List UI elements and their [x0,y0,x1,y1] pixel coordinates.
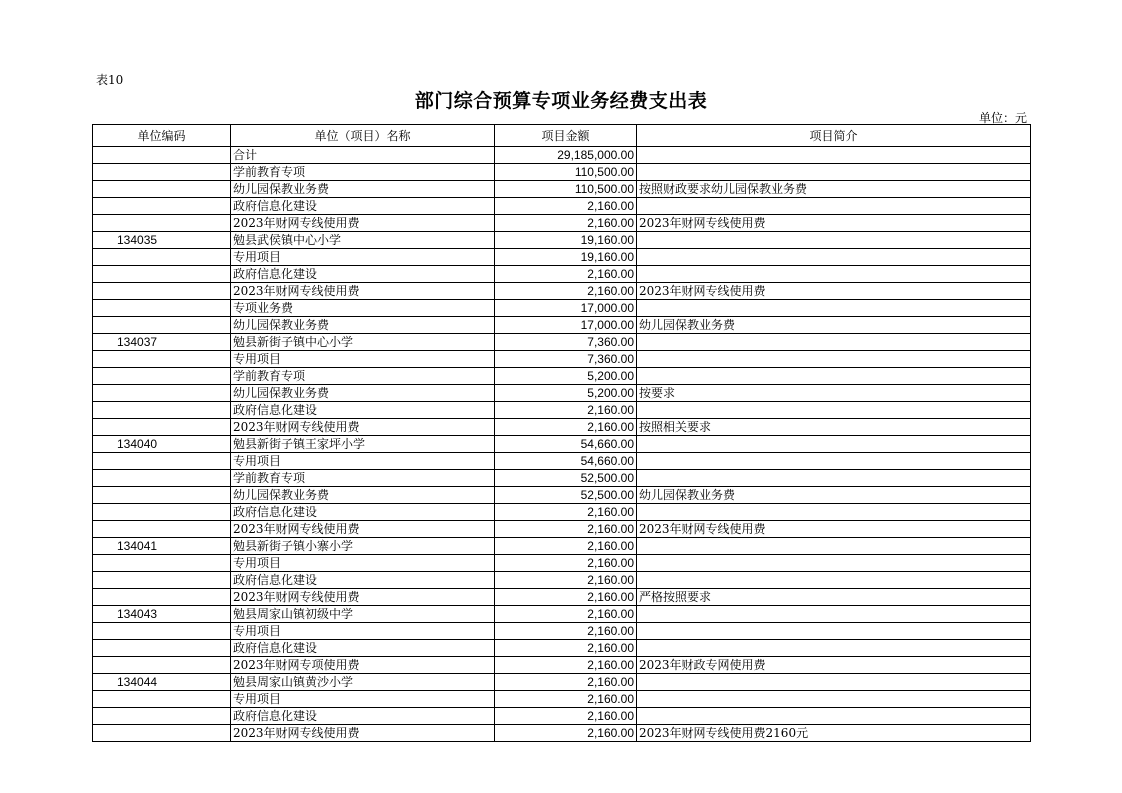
table-row [93,436,1031,453]
cell-name: 幼儿园保教业务费 [231,317,495,334]
cell-amount: 52,500.00 [495,470,637,487]
unit-label: 单位：元 [978,111,1027,125]
table-row [93,215,1031,232]
cell-code [93,181,231,198]
cell-desc: 按照相关要求 [637,419,1031,436]
cell-name: 专用项目 [231,453,495,470]
cell-desc: 按照财政要求幼儿园保教业务费 [637,181,1031,198]
cell-amount: 2,160.00 [495,708,637,725]
cell-code [93,640,231,657]
cell-amount: 7,360.00 [495,334,637,351]
cell-code: 134044 [93,674,231,691]
cell-code [93,198,231,215]
table-row [93,232,1031,249]
cell-code [93,487,231,504]
cell-name: 幼儿园保教业务费 [231,487,495,504]
table-row [93,504,1031,521]
cell-code [93,708,231,725]
cell-code [93,215,231,232]
cell-name: 专用项目 [231,623,495,640]
table-row [93,419,1031,436]
cell-code: 134040 [93,436,231,453]
column-header-code: 单位编码 [93,125,231,147]
cell-desc [637,470,1031,487]
table-row [93,674,1031,691]
table-row [93,385,1031,402]
cell-desc: 2023年财网专线使用费 [637,521,1031,538]
table-row [93,708,1031,725]
cell-desc [637,555,1031,572]
cell-name: 政府信息化建设 [231,640,495,657]
cell-name: 勉县周家山镇黄沙小学 [231,674,495,691]
table-row [93,351,1031,368]
cell-name: 专用项目 [231,249,495,266]
cell-desc [637,249,1031,266]
cell-name: 政府信息化建设 [231,198,495,215]
cell-code [93,368,231,385]
cell-code [93,657,231,674]
cell-code [93,164,231,181]
cell-name: 学前教育专项 [231,368,495,385]
table-row [93,402,1031,419]
table-row [93,198,1031,215]
cell-desc [637,538,1031,555]
cell-desc [637,232,1031,249]
cell-amount: 5,200.00 [495,368,637,385]
cell-desc [637,300,1031,317]
cell-name: 政府信息化建设 [231,266,495,283]
cell-amount: 54,660.00 [495,436,637,453]
table-row [93,555,1031,572]
cell-name: 政府信息化建设 [231,402,495,419]
cell-code [93,147,231,164]
cell-amount: 7,360.00 [495,351,637,368]
column-header-desc: 项目简介 [637,125,1031,147]
table-body [93,147,1031,742]
cell-amount: 2,160.00 [495,572,637,589]
cell-code [93,521,231,538]
cell-desc [637,147,1031,164]
table-row [93,283,1031,300]
cell-amount: 52,500.00 [495,487,637,504]
cell-desc [637,640,1031,657]
cell-code: 134043 [93,606,231,623]
table-row [93,725,1031,742]
cell-name: 2023年财网专项使用费 [231,657,495,674]
cell-name: 合计 [231,147,495,164]
cell-desc [637,198,1031,215]
cell-name: 勉县新街子镇中心小学 [231,334,495,351]
cell-desc [637,351,1031,368]
cell-desc [637,691,1031,708]
cell-amount: 2,160.00 [495,283,637,300]
cell-amount: 19,160.00 [495,249,637,266]
cell-name: 幼儿园保教业务费 [231,181,495,198]
cell-desc [637,623,1031,640]
cell-amount: 2,160.00 [495,538,637,555]
cell-name: 勉县周家山镇初级中学 [231,606,495,623]
cell-desc [637,164,1031,181]
cell-amount: 2,160.00 [495,504,637,521]
cell-name: 幼儿园保教业务费 [231,385,495,402]
cell-desc [637,436,1031,453]
cell-name: 政府信息化建设 [231,504,495,521]
cell-desc [637,572,1031,589]
cell-amount: 2,160.00 [495,606,637,623]
table-row [93,521,1031,538]
cell-desc: 幼儿园保教业务费 [637,317,1031,334]
cell-amount: 2,160.00 [495,657,637,674]
cell-amount: 19,160.00 [495,232,637,249]
cell-name: 2023年财网专线使用费 [231,283,495,300]
column-header-name: 单位（项目）名称 [231,125,495,147]
cell-amount: 17,000.00 [495,317,637,334]
cell-code [93,249,231,266]
table-number: 表10 [96,73,124,87]
cell-desc [637,606,1031,623]
cell-name: 2023年财网专线使用费 [231,725,495,742]
table-row [93,640,1031,657]
cell-amount: 2,160.00 [495,725,637,742]
table-row [93,470,1031,487]
cell-amount: 2,160.00 [495,402,637,419]
cell-code [93,266,231,283]
cell-code [93,453,231,470]
cell-name: 专项业务费 [231,300,495,317]
table-row [93,266,1031,283]
column-header-amount: 项目金额 [495,125,637,147]
page-title: 部门综合预算专项业务经费支出表 [414,90,708,112]
cell-desc: 2023年财网专线使用费 [637,215,1031,232]
cell-name: 学前教育专项 [231,164,495,181]
cell-name: 2023年财网专线使用费 [231,589,495,606]
cell-amount: 2,160.00 [495,215,637,232]
cell-code [93,300,231,317]
cell-code [93,419,231,436]
cell-desc [637,674,1031,691]
cell-code [93,283,231,300]
table-row [93,657,1031,674]
cell-name: 专用项目 [231,351,495,368]
table-row [93,317,1031,334]
table-row [93,691,1031,708]
cell-amount: 110,500.00 [495,164,637,181]
table-row [93,589,1031,606]
cell-name: 政府信息化建设 [231,708,495,725]
table-row [93,487,1031,504]
cell-code [93,470,231,487]
cell-desc: 2023年财网专线使用费2160元 [637,725,1031,742]
table-row [93,572,1031,589]
table-row [93,623,1031,640]
cell-name: 2023年财网专线使用费 [231,215,495,232]
table-row [93,249,1031,266]
cell-code [93,504,231,521]
cell-code: 134041 [93,538,231,555]
cell-desc [637,708,1031,725]
cell-code [93,572,231,589]
cell-code [93,317,231,334]
table-row [93,300,1031,317]
cell-code [93,402,231,419]
cell-code [93,385,231,402]
cell-name: 学前教育专项 [231,470,495,487]
cell-amount: 2,160.00 [495,521,637,538]
table-row [93,368,1031,385]
table-row [93,164,1031,181]
cell-desc: 按要求 [637,385,1031,402]
cell-amount: 5,200.00 [495,385,637,402]
cell-desc [637,504,1031,521]
cell-amount: 2,160.00 [495,691,637,708]
cell-name: 2023年财网专线使用费 [231,521,495,538]
cell-code: 134035 [93,232,231,249]
cell-name: 勉县新街子镇王家坪小学 [231,436,495,453]
cell-desc [637,453,1031,470]
cell-code [93,725,231,742]
cell-desc [637,334,1031,351]
budget-table [92,124,1031,742]
cell-code [93,691,231,708]
table-row [93,606,1031,623]
cell-desc [637,266,1031,283]
table-row [93,147,1031,164]
cell-name: 2023年财网专线使用费 [231,419,495,436]
table-row [93,453,1031,470]
cell-amount: 2,160.00 [495,419,637,436]
cell-desc: 幼儿园保教业务费 [637,487,1031,504]
cell-amount: 110,500.00 [495,181,637,198]
table-row [93,538,1031,555]
cell-name: 政府信息化建设 [231,572,495,589]
cell-code [93,589,231,606]
table-row [93,334,1031,351]
cell-code [93,555,231,572]
cell-code [93,351,231,368]
cell-amount: 2,160.00 [495,674,637,691]
cell-amount: 2,160.00 [495,640,637,657]
cell-desc: 2023年财政专网使用费 [637,657,1031,674]
cell-amount: 2,160.00 [495,623,637,640]
cell-amount: 17,000.00 [495,300,637,317]
cell-desc: 2023年财网专线使用费 [637,283,1031,300]
cell-amount: 54,660.00 [495,453,637,470]
cell-name: 勉县新街子镇小寨小学 [231,538,495,555]
cell-amount: 2,160.00 [495,266,637,283]
cell-code: 134037 [93,334,231,351]
cell-code [93,623,231,640]
cell-desc: 严格按照要求 [637,589,1031,606]
cell-desc [637,368,1031,385]
cell-amount: 2,160.00 [495,589,637,606]
table-row [93,181,1031,198]
cell-name: 专用项目 [231,555,495,572]
cell-amount: 2,160.00 [495,198,637,215]
cell-desc [637,402,1031,419]
cell-amount: 29,185,000.00 [495,147,637,164]
cell-name: 勉县武侯镇中心小学 [231,232,495,249]
cell-name: 专用项目 [231,691,495,708]
table-header-row [93,125,1031,147]
cell-amount: 2,160.00 [495,555,637,572]
